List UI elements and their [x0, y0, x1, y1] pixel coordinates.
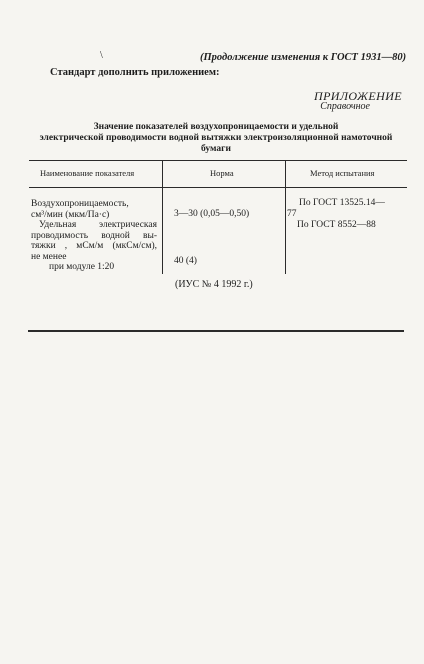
- column-divider: [285, 160, 286, 274]
- page-bottom-rule: [28, 330, 404, 332]
- appendix-title: ПРИЛОЖЕНИЕ: [314, 89, 402, 103]
- indicator-line: Воздухопроницаемость,: [31, 199, 129, 209]
- indicator-line: при модуле 1:20: [49, 262, 115, 272]
- method-cell: [297, 220, 376, 231]
- table-row-air-permeability: [31, 199, 157, 220]
- method-line: По ГОСТ 13525.14—: [299, 198, 385, 208]
- method-line: По ГОСТ 8552—88: [297, 220, 376, 230]
- column-header-indicator: Наименование показателя: [40, 168, 135, 178]
- stray-mark: \: [100, 50, 103, 61]
- indicator-line: Удельная электрическая: [39, 220, 157, 230]
- table-top-rule: [29, 160, 407, 161]
- norm-value: 40 (4): [174, 256, 197, 266]
- amendment-source-note: (ИУС № 4 1992 г.): [175, 279, 253, 290]
- method-cell: [287, 198, 385, 219]
- continuation-note: (Продолжение изменения к ГОСТ 1931—80): [200, 52, 407, 63]
- indicator-line: см³/мин (мкм/Па·с): [31, 209, 110, 220]
- column-divider: [162, 160, 163, 274]
- table-caption-line: бумаги: [201, 144, 231, 154]
- table-caption: [28, 122, 404, 155]
- supplement-instruction: Стандарт дополнить приложением:: [50, 67, 220, 78]
- norm-value: 3—30 (0,05—0,50): [174, 209, 250, 219]
- column-header-norm: Норма: [210, 168, 234, 178]
- indicator-line: проводимость водной вы-: [31, 230, 157, 241]
- indicator-line: не менее: [31, 251, 67, 262]
- table-caption-line: электрической проводимости водной вытяжки электроизоляционной намоточной: [39, 133, 393, 143]
- method-line: 77: [287, 208, 297, 219]
- appendix-subtitle: Справочное: [320, 101, 370, 112]
- table-header-rule: [29, 187, 407, 188]
- table-row-conductivity: [31, 220, 157, 273]
- table-caption-line: Значение показателей воздухопроницаемости и удельной: [93, 122, 339, 132]
- column-header-method: Метод испытания: [310, 168, 375, 178]
- indicator-line: тяжки , мСм/м (мкСм/см),: [31, 241, 157, 251]
